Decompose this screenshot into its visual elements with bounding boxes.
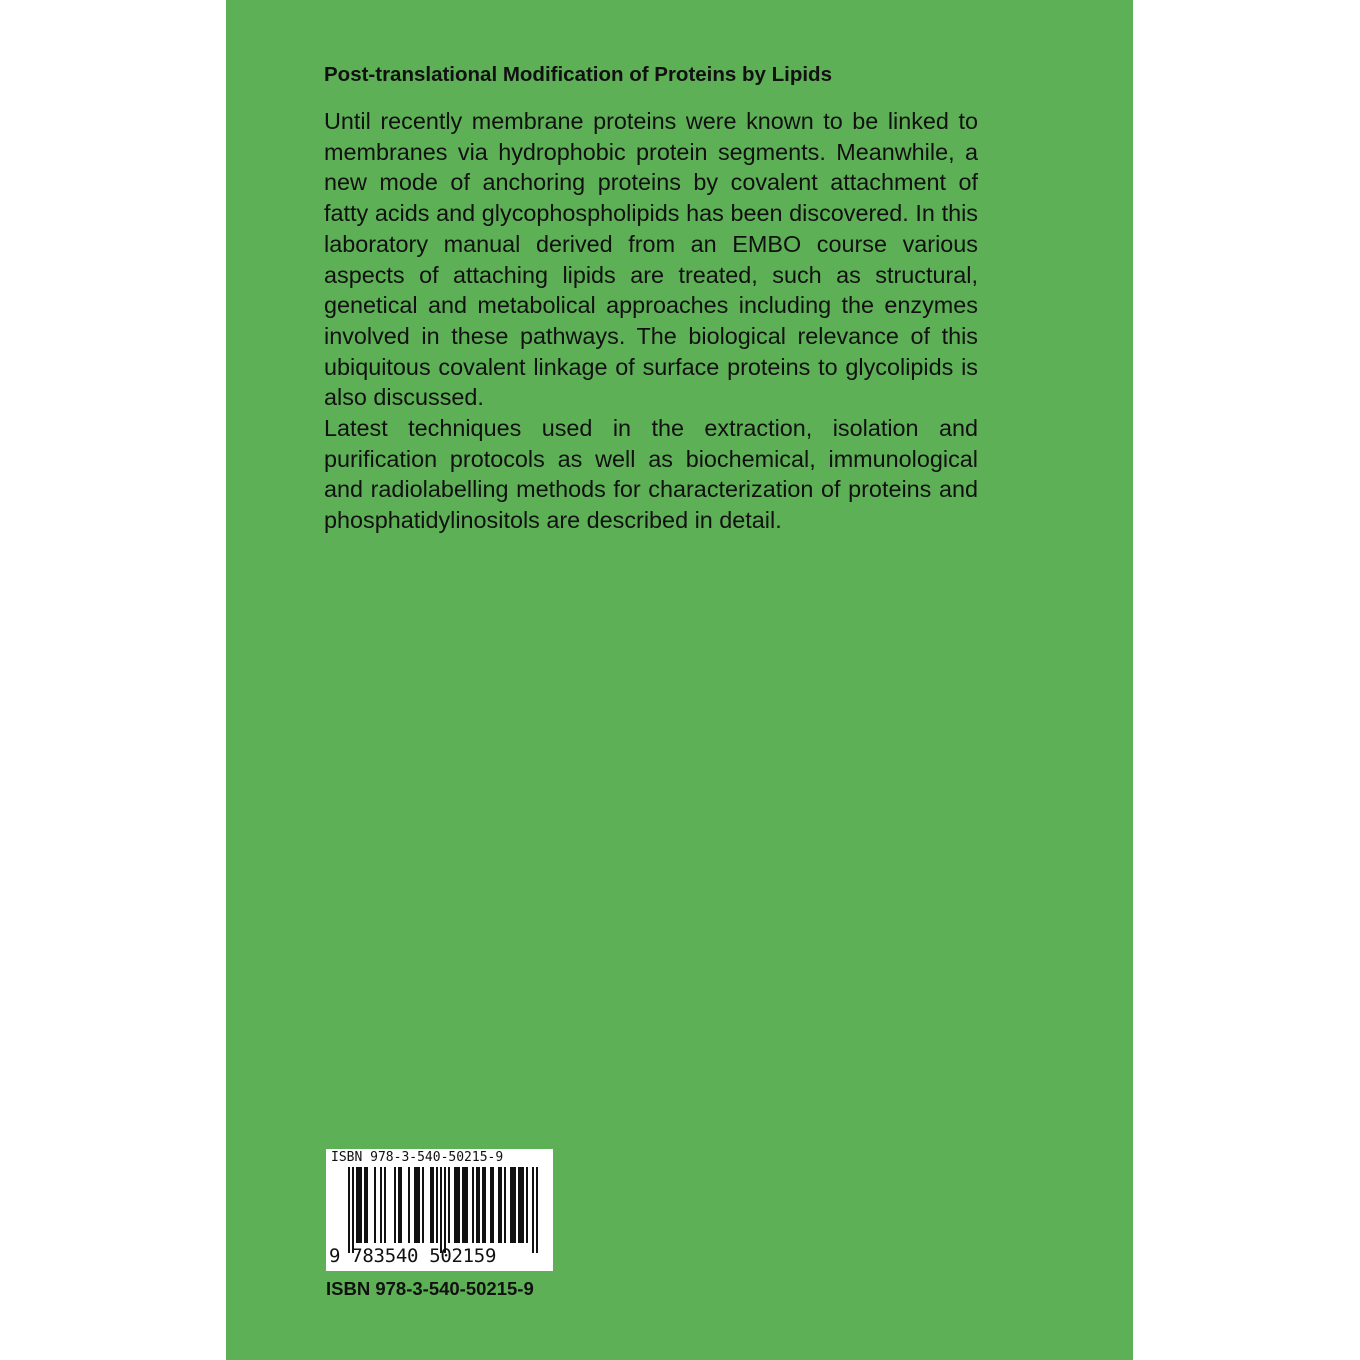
barcode-bar bbox=[408, 1167, 410, 1243]
barcode-bar bbox=[422, 1167, 424, 1243]
barcode-digits: 9 783540 502159 bbox=[329, 1245, 497, 1267]
barcode-bar bbox=[352, 1167, 354, 1253]
barcode-bar bbox=[456, 1167, 458, 1243]
barcode-bar bbox=[432, 1167, 434, 1243]
barcode-bar bbox=[476, 1167, 478, 1243]
barcode-bar bbox=[384, 1167, 386, 1243]
barcode-bar bbox=[472, 1167, 474, 1243]
barcode-bar bbox=[394, 1167, 396, 1243]
barcode-bar bbox=[526, 1167, 528, 1243]
barcode-bar bbox=[360, 1167, 362, 1243]
barcode-bar bbox=[366, 1167, 368, 1243]
barcode-bar bbox=[504, 1167, 506, 1243]
barcode-bar bbox=[484, 1167, 486, 1243]
description-text bbox=[324, 106, 978, 536]
barcode-bar bbox=[512, 1167, 514, 1243]
barcode-bar bbox=[440, 1167, 442, 1253]
isbn-barcode bbox=[326, 1149, 553, 1271]
barcode-bar bbox=[448, 1167, 450, 1243]
barcode-bar bbox=[478, 1167, 480, 1243]
barcode-bar bbox=[500, 1167, 502, 1243]
barcode-bar bbox=[536, 1167, 538, 1253]
barcode-bar bbox=[492, 1167, 494, 1243]
barcode-bar bbox=[380, 1167, 382, 1243]
barcode-bar bbox=[416, 1167, 418, 1243]
barcode-bar bbox=[498, 1167, 500, 1243]
barcode-bar bbox=[400, 1167, 402, 1243]
book-title: Post-translational Modification of Proteins by Lipids bbox=[324, 63, 832, 86]
barcode-bar bbox=[436, 1167, 438, 1243]
barcode-bar bbox=[466, 1167, 468, 1243]
barcode-bar bbox=[454, 1167, 456, 1243]
barcode-bar bbox=[514, 1167, 516, 1243]
barcode-bar bbox=[532, 1167, 534, 1253]
barcode-bar bbox=[358, 1167, 360, 1243]
barcode-bar bbox=[520, 1167, 522, 1243]
barcode-bar bbox=[458, 1167, 460, 1243]
barcode-bar bbox=[430, 1167, 432, 1243]
barcode-bar bbox=[482, 1167, 484, 1243]
barcode-bar bbox=[462, 1167, 464, 1243]
description-paragraph-2: Latest techniques used in the extraction, isolation and purification protocols as well as biochemical, immunological and radiolabelling methods for characterization of proteins and phosphatidylinositols are described in detail. bbox=[324, 415, 978, 534]
barcode-bar bbox=[356, 1167, 358, 1243]
barcode-bar bbox=[522, 1167, 524, 1243]
barcode-bar bbox=[418, 1167, 420, 1243]
barcode-bar bbox=[398, 1167, 400, 1243]
barcode-bar bbox=[510, 1167, 512, 1243]
description-paragraph-1: Until recently membrane proteins were known to be linked to membranes via hydrophobic protein segments. Meanwhile, a new mode of anchoring proteins by covalent attachment of fatty acids and glycophospholipids has been discovered. In this laboratory manual derived from an EMBO course various aspects of attaching lipids are treated, such as structural, genetical and metabolical approaches including the enzymes involved in these pathways. The biological relevance of this ubiquitous covalent linkage of surface proteins to glycolipids is also discussed. bbox=[324, 108, 978, 411]
barcode-bar bbox=[364, 1167, 366, 1243]
barcode-bar bbox=[490, 1167, 492, 1243]
barcode-bar bbox=[414, 1167, 416, 1243]
barcode-bar bbox=[374, 1167, 376, 1243]
barcode-bar bbox=[348, 1167, 350, 1253]
book-back-cover bbox=[226, 0, 1133, 1360]
barcode-bar bbox=[518, 1167, 520, 1243]
isbn-caption: ISBN 978-3-540-50215-9 bbox=[326, 1278, 534, 1299]
barcode-bar bbox=[464, 1167, 466, 1243]
barcode-bar bbox=[444, 1167, 446, 1253]
barcode-isbn-label: ISBN 978-3-540-50215-9 bbox=[331, 1150, 504, 1165]
